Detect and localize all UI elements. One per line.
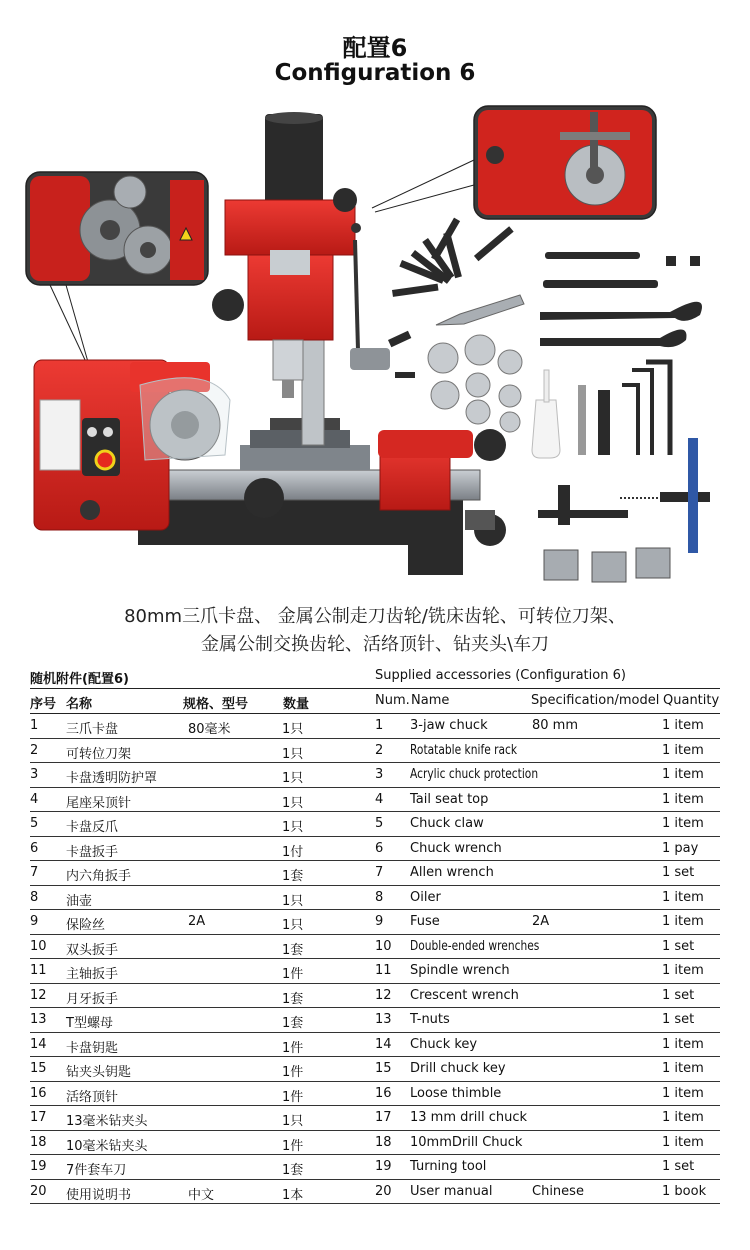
- cell-qty-cn: 1只: [282, 795, 304, 811]
- cell-no-en: 19: [375, 1159, 392, 1174]
- cell-qty-cn: 1只: [282, 918, 304, 933]
- cell-qty-en: 1 item: [662, 718, 704, 733]
- cell-qty-cn: 1件: [282, 967, 304, 982]
- cell-spec-cn: 中文: [188, 1187, 215, 1203]
- table-row: [30, 812, 720, 837]
- cell-name-cn: 月牙扳手: [66, 991, 119, 1007]
- cell-name-cn: 尾座呆顶针: [66, 795, 132, 811]
- cell-no-en: 7: [375, 865, 384, 880]
- live-center: [436, 295, 524, 325]
- cell-name-en: Fuse: [410, 914, 440, 929]
- col-header-name-en: Name: [411, 693, 450, 708]
- table-row: [30, 1033, 720, 1058]
- cell-qty-cn: 1套: [282, 991, 304, 1007]
- table-row: [30, 1155, 720, 1180]
- table-row: [30, 714, 720, 739]
- page-title-cn: 配置6: [342, 34, 408, 62]
- col-header-name-cn: 名称: [66, 697, 93, 712]
- cell-name-cn: 三爪卡盘: [66, 722, 119, 737]
- cell-qty-cn: 1只: [282, 722, 304, 737]
- cell-name-cn: T型螺母: [66, 1016, 113, 1031]
- cell-no-cn: 19: [30, 1159, 47, 1174]
- cell-name-en: 3-jaw chuck: [410, 718, 488, 733]
- table-title-cn: 随机附件(配置6): [30, 672, 129, 687]
- table-row: [30, 861, 720, 886]
- cell-name-en: Turning tool: [410, 1159, 487, 1174]
- cell-no-en: 6: [375, 840, 384, 856]
- cell-name-en: Chuck wrench: [410, 840, 502, 856]
- col-header-spec-cn: 规格、型号: [183, 697, 249, 712]
- cell-qty-en: 1 item: [662, 816, 704, 831]
- cell-name-cn: 卡盘透明防护罩: [66, 771, 158, 786]
- cell-no-en: 14: [375, 1036, 392, 1052]
- table-top-rule: [30, 688, 720, 689]
- cell-spec-en: Chinese: [532, 1183, 584, 1199]
- cell-qty-cn: 1只: [282, 1114, 304, 1129]
- cell-name-en: [410, 743, 541, 758]
- lathe-mill-illustration: [20, 100, 730, 595]
- cell-no-cn: 14: [30, 1036, 47, 1052]
- cell-no-en: 5: [375, 816, 384, 831]
- cell-name-cn: 使用说明书: [66, 1187, 132, 1203]
- cell-no-cn: 16: [30, 1085, 47, 1101]
- page-title-en: Configuration 6: [274, 60, 476, 86]
- cell-no-cn: 4: [30, 791, 39, 807]
- cell-qty-cn: 1件: [282, 1040, 304, 1056]
- table-row: [30, 739, 720, 764]
- cell-name-en: Oiler: [410, 889, 441, 905]
- cell-qty-cn: 1套: [282, 1016, 304, 1031]
- cell-no-cn: 8: [30, 889, 39, 905]
- cell-no-en: 18: [375, 1134, 392, 1150]
- cell-qty-cn: 1只: [282, 820, 304, 835]
- cell-qty-en: 1 item: [662, 1061, 704, 1076]
- cell-qty-en: 1 book: [662, 1183, 707, 1199]
- cell-name-en: Tail seat top: [410, 791, 489, 807]
- cell-qty-en: 1 item: [662, 1110, 704, 1125]
- cell-qty-cn: 1件: [282, 1065, 304, 1080]
- cell-qty-cn: 1本: [282, 1187, 304, 1203]
- cell-qty-cn: 1件: [282, 1089, 304, 1105]
- inset-gearbox: [26, 172, 208, 285]
- cell-no-cn: 15: [30, 1061, 47, 1076]
- inset-mill-gear: [474, 106, 656, 219]
- cell-name-en-text: Double-ended wrenches: [410, 938, 540, 954]
- cell-qty-en: 1 item: [662, 1036, 704, 1052]
- turning-tools: [392, 218, 514, 297]
- cell-name-en: Chuck key: [410, 1036, 478, 1052]
- cell-name-cn: 主轴扳手: [66, 967, 119, 982]
- cell-qty-en: 1 item: [662, 889, 704, 905]
- product-image: [20, 100, 730, 595]
- cell-name-en: [410, 939, 568, 954]
- table-row: [30, 1082, 720, 1107]
- cell-spec-en: 80 mm: [532, 718, 579, 733]
- cell-no-cn: 7: [30, 865, 39, 880]
- col-header-spec-en: Specification/model: [531, 693, 660, 708]
- table-row: [30, 788, 720, 813]
- cell-qty-cn: 1套: [282, 942, 304, 958]
- cell-no-cn: 10: [30, 938, 47, 954]
- table-row: [30, 1131, 720, 1156]
- wrenches: [540, 252, 702, 347]
- cell-name-cn: 油壶: [66, 893, 93, 909]
- cell-qty-en: 1 item: [662, 767, 704, 782]
- cell-no-cn: 2: [30, 742, 39, 758]
- cell-qty-en: 1 item: [662, 914, 704, 929]
- cell-no-en: 4: [375, 791, 384, 807]
- cell-qty-cn: 1只: [282, 746, 304, 762]
- table-row: [30, 984, 720, 1009]
- reverse-jaws: [544, 548, 670, 582]
- cell-qty-en: 1 item: [662, 1134, 704, 1150]
- table-row: [30, 935, 720, 960]
- cell-name-en: Spindle wrench: [410, 963, 510, 978]
- cell-name-en: Loose thimble: [410, 1085, 502, 1101]
- cell-no-cn: 13: [30, 1012, 47, 1027]
- cell-qty-en: 1 item: [662, 742, 704, 758]
- cell-name-cn: 10毫米钻夹头: [66, 1138, 148, 1154]
- cell-qty-en: 1 pay: [662, 840, 699, 856]
- cell-no-en: 8: [375, 889, 384, 905]
- table-row: [30, 910, 720, 935]
- cell-no-en: 1: [375, 718, 384, 733]
- cell-no-cn: 12: [30, 987, 47, 1003]
- cell-no-cn: 1: [30, 718, 39, 733]
- cell-name-en: Allen wrench: [410, 865, 494, 880]
- cell-name-cn: 可转位刀架: [66, 746, 132, 762]
- table-row: [30, 886, 720, 911]
- cell-qty-en: 1 item: [662, 791, 704, 807]
- table-row: [30, 1057, 720, 1082]
- cell-no-cn: 5: [30, 816, 39, 831]
- cell-spec-cn: 2A: [188, 914, 206, 929]
- cell-qty-en: 1 set: [662, 938, 695, 954]
- cell-name-cn: 钻夹头钥匙: [66, 1065, 132, 1080]
- cell-no-cn: 11: [30, 963, 47, 978]
- col-header-qty-en: Quantity: [663, 693, 720, 708]
- cell-qty-cn: 1只: [282, 771, 304, 786]
- cell-name-en: [410, 767, 566, 782]
- cell-name-cn: 13毫米钻夹头: [66, 1114, 148, 1129]
- drill-chuck: [350, 331, 415, 378]
- cell-qty-en: 1 set: [662, 1159, 695, 1174]
- cell-no-en: 17: [375, 1110, 392, 1125]
- table-row: [30, 1106, 720, 1131]
- cell-no-en: 2: [375, 742, 384, 758]
- cell-no-en: 12: [375, 987, 392, 1003]
- col-header-qty-cn: 数量: [283, 697, 310, 712]
- cell-qty-en: 1 item: [662, 963, 704, 978]
- cell-qty-cn: 1套: [282, 1163, 304, 1178]
- cell-qty-cn: 1付: [282, 844, 304, 860]
- cell-qty-cn: 1件: [282, 1138, 304, 1154]
- cell-name-en: User manual: [410, 1183, 493, 1199]
- cell-name-en-text: Rotatable knife rack: [410, 742, 518, 758]
- cell-name-en: 10mmDrill Chuck: [410, 1134, 523, 1150]
- cell-qty-en: 1 item: [662, 1085, 704, 1101]
- cell-name-cn: 活络顶针: [66, 1089, 119, 1105]
- cell-no-en: 20: [375, 1183, 392, 1199]
- table-title-en: Supplied accessories (Configuration 6): [375, 668, 626, 683]
- col-header-no-en: Num.: [375, 693, 410, 708]
- table-row: [30, 837, 720, 862]
- cell-name-en: T-nuts: [410, 1012, 450, 1027]
- table-row: [30, 763, 720, 788]
- cell-no-en: 10: [375, 938, 392, 954]
- cell-qty-en: 1 set: [662, 1012, 695, 1027]
- cell-no-en: 16: [375, 1085, 392, 1101]
- cell-name-en: Chuck claw: [410, 816, 484, 831]
- table-row: [30, 959, 720, 984]
- cell-qty-en: 1 set: [662, 987, 695, 1003]
- cell-name-en: Crescent wrench: [410, 987, 519, 1003]
- mill-head: [212, 112, 361, 445]
- cell-name-cn: 保险丝: [66, 918, 106, 933]
- cell-name-cn: 内六角扳手: [66, 869, 132, 884]
- cell-no-cn: 6: [30, 840, 39, 856]
- cell-name-cn: 卡盘钥匙: [66, 1040, 119, 1056]
- chuck-key: [538, 438, 710, 553]
- cell-name-en: 13 mm drill chuck: [410, 1110, 527, 1125]
- col-header-no-cn: 序号: [30, 697, 57, 712]
- cell-no-cn: 17: [30, 1110, 47, 1125]
- cell-qty-cn: 1套: [282, 869, 304, 884]
- cell-name-cn: 7件套车刀: [66, 1163, 127, 1178]
- cell-name-en-text: Acrylic chuck protection: [410, 767, 539, 782]
- cell-no-en: 3: [375, 767, 384, 782]
- cell-name-en: Drill chuck key: [410, 1061, 506, 1076]
- cell-name-cn: 卡盘反爪: [66, 820, 119, 835]
- cell-qty-en: 1 set: [662, 865, 695, 880]
- caption-line-1: 80mm三爪卡盘、 金属公制走刀齿轮/铣床齿轮、可转位刀架、: [124, 606, 626, 627]
- cell-no-en: 13: [375, 1012, 392, 1027]
- cell-spec-cn: 80毫米: [188, 722, 231, 737]
- cell-no-cn: 3: [30, 767, 39, 782]
- cell-no-en: 15: [375, 1061, 392, 1076]
- table-row: [30, 1008, 720, 1033]
- cell-no-en: 11: [375, 963, 392, 978]
- cell-no-en: 9: [375, 914, 384, 929]
- cell-no-cn: 18: [30, 1134, 47, 1150]
- cell-name-cn: 双头扳手: [66, 942, 119, 958]
- change-gears: [428, 335, 522, 432]
- table-row: [30, 1180, 720, 1205]
- cell-no-cn: 20: [30, 1183, 47, 1199]
- caption-line-2: 金属公制交换齿轮、活络顶针、钻夹头\车刀: [200, 634, 550, 655]
- cell-spec-en: 2A: [532, 914, 550, 929]
- cell-no-cn: 9: [30, 914, 39, 929]
- cell-qty-cn: 1只: [282, 893, 304, 909]
- cell-name-cn: 卡盘扳手: [66, 844, 119, 860]
- oiler-and-keys: [532, 362, 670, 458]
